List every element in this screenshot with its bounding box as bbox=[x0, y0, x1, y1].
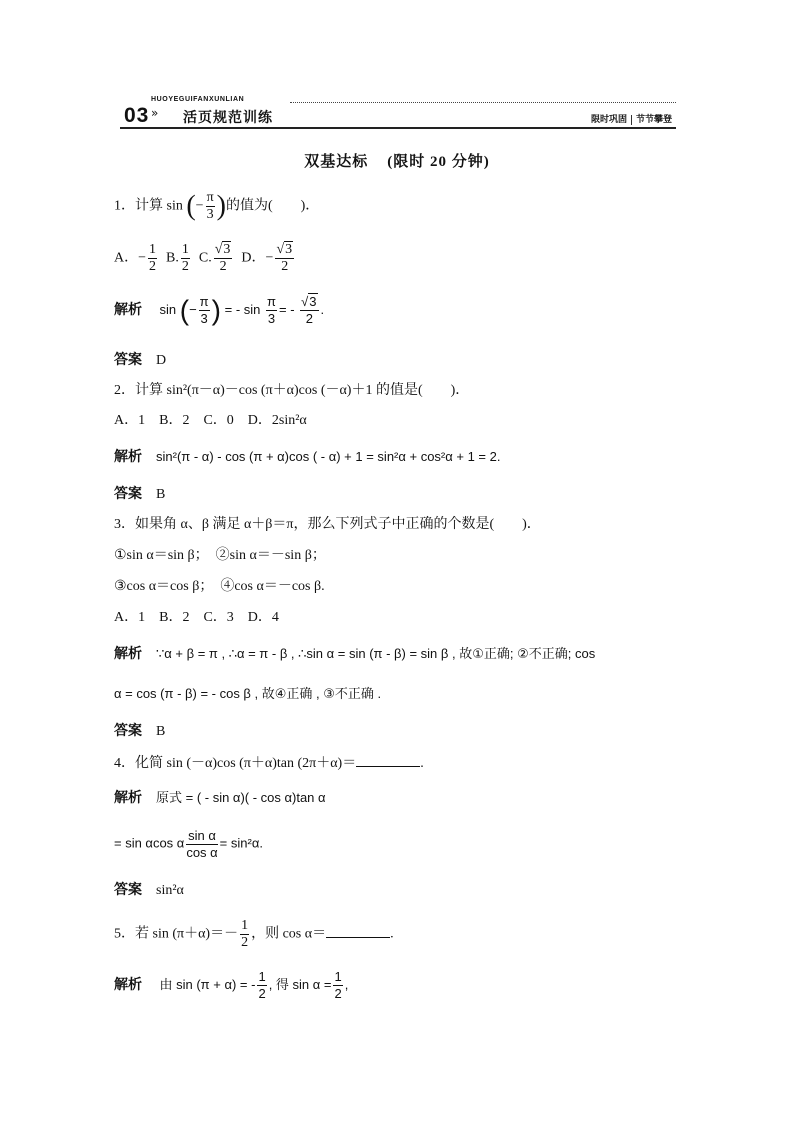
q5-an-a: 由 sin (π + α) = - bbox=[159, 976, 256, 992]
q3-answer-label: 答案 bbox=[114, 723, 142, 739]
q1-an-period: . bbox=[320, 301, 325, 317]
q2-answer-value: B bbox=[156, 487, 166, 502]
q4-an-frac-den: cos α bbox=[186, 845, 218, 860]
q1-an-frac2-den: 3 bbox=[267, 311, 276, 326]
q1-opt-d-frac bbox=[275, 242, 294, 275]
q1-opt-b-num: 1 bbox=[181, 242, 189, 257]
q1-an-rad: 3 bbox=[309, 294, 317, 309]
header-pinyin: HUOYEGUIFANXUNLIAN bbox=[151, 96, 245, 103]
q1-frac-num: π bbox=[206, 190, 214, 205]
q1-opt-a: A． bbox=[114, 250, 139, 266]
q5-an-frac1-den: 2 bbox=[258, 986, 266, 1001]
q1-an-frac-den: 3 bbox=[200, 311, 208, 326]
page-header bbox=[120, 96, 676, 132]
q5-an-c: , bbox=[344, 976, 349, 992]
q1-opt-a-neg: − bbox=[138, 250, 147, 266]
header-tagline bbox=[591, 112, 672, 125]
q2-analysis-body: sin²(π - α) - cos (π + α)cos ( - α) + 1 = sin²α + cos²α + 1 = 2. bbox=[156, 449, 501, 464]
q1-opt-d-neg: − bbox=[265, 250, 274, 266]
section-time: (限时 20 分钟) bbox=[387, 154, 490, 170]
q3-analysis-body-2: α = cos (π - β) = - cos β , 故④正确 , ③不正确 . bbox=[114, 686, 382, 701]
header-title: 活页规范训练 bbox=[183, 110, 273, 126]
header-dotted-rule bbox=[290, 102, 676, 103]
q1-an-eq: = - sin bbox=[224, 301, 261, 317]
q1-answer bbox=[114, 350, 166, 371]
q3-answer-value: B bbox=[156, 724, 166, 739]
q2-stem: 2．计算 sin²(π－α)－cos (π＋α)cos (－α)＋1 的值是( )． bbox=[114, 383, 470, 398]
q4-analysis-label: 解析 bbox=[114, 790, 142, 806]
q4-answer-label: 答案 bbox=[114, 882, 142, 898]
q2-answer-label: 答案 bbox=[114, 486, 142, 502]
q3-statements-2: ③cos α＝cos β； ④cos α＝－cos β. bbox=[114, 579, 325, 594]
q1-an-frac3-den: 2 bbox=[305, 311, 313, 326]
q1-opt-b-frac bbox=[181, 242, 190, 275]
q5-an-b: , 得 sin α = bbox=[268, 976, 332, 992]
section-name: 双基达标 bbox=[304, 152, 369, 170]
q1-stem bbox=[114, 190, 319, 223]
q1-opt-b-den: 2 bbox=[181, 259, 189, 274]
q1-opt-d-sqrt bbox=[276, 242, 293, 258]
header-tag-a: 限时巩固 bbox=[590, 115, 627, 125]
q1-opt-c-den: 2 bbox=[219, 259, 227, 274]
header-rule bbox=[120, 127, 676, 129]
q5-an-frac1-num: 1 bbox=[258, 969, 266, 984]
q1-opt-c-frac bbox=[214, 242, 233, 275]
q1-an-frac3-num bbox=[300, 294, 318, 311]
q4-answer-blank bbox=[356, 753, 420, 767]
q4-stem-dot: . bbox=[420, 756, 424, 771]
sqrt-icon: √ bbox=[276, 242, 285, 257]
q4-answer bbox=[114, 880, 184, 901]
q1-an-paren-left: ( bbox=[179, 294, 190, 326]
q1-an-neg: − bbox=[189, 301, 197, 317]
q4-answer-value: sin²α bbox=[156, 883, 184, 898]
q3-analysis-label: 解析 bbox=[114, 646, 142, 662]
q1-opt-c-num bbox=[214, 242, 233, 259]
q5-frac-den: 2 bbox=[241, 935, 249, 950]
q5-frac bbox=[240, 918, 249, 951]
q1-stem-tail: 的值为( )． bbox=[225, 198, 320, 214]
q1-analysis bbox=[114, 294, 324, 327]
q3-statements-1: ①sin α＝sin β； ②sin α＝－sin β； bbox=[114, 548, 326, 563]
q5-analysis-body bbox=[159, 969, 349, 1001]
double-arrow-icon: » bbox=[151, 106, 159, 120]
q1-an-paren-right: ) bbox=[211, 294, 221, 326]
q5-answer-blank bbox=[326, 924, 390, 938]
q5-an-frac2 bbox=[333, 969, 342, 1002]
q1-opt-c-sqrt bbox=[215, 242, 232, 258]
q1-opt-b: B. bbox=[166, 250, 179, 266]
q1-opt-c-rad: 3 bbox=[223, 242, 231, 257]
q3-stem: 3．如果角 α、β 满足 α＋β＝π，那么下列式子中正确的个数是( )． bbox=[114, 517, 541, 532]
q1-opt-a-frac bbox=[148, 242, 157, 275]
q4-an-frac bbox=[186, 828, 217, 861]
q4-an-frac-num: sin α bbox=[188, 828, 216, 843]
q5-an-frac2-den: 2 bbox=[334, 986, 342, 1001]
q5-an-frac1 bbox=[257, 969, 266, 1002]
q1-neg: − bbox=[195, 198, 204, 214]
q1-opt-a-den: 2 bbox=[149, 259, 157, 274]
q3-options: A．1 B．2 C．3 D．4 bbox=[114, 610, 279, 625]
q5-stem-b: ，则 cos α＝ bbox=[251, 926, 327, 942]
q1-opt-a-num: 1 bbox=[149, 242, 157, 257]
q4-an-line2-b: = sin²α. bbox=[219, 835, 263, 851]
q2-answer bbox=[114, 484, 165, 505]
q1-an-frac3 bbox=[300, 294, 318, 327]
sqrt-icon: √ bbox=[214, 242, 223, 257]
q5-an-frac2-num: 1 bbox=[334, 969, 342, 984]
q1-opt-d-rad: 3 bbox=[285, 242, 293, 257]
q4-an-line2-a: = sin αcos α bbox=[114, 835, 185, 851]
q1-answer-value: D bbox=[156, 353, 167, 368]
q1-opt-d-num bbox=[275, 242, 294, 259]
q1-frac bbox=[206, 190, 215, 223]
header-tag-divider bbox=[631, 115, 632, 125]
q1-analysis-body bbox=[159, 294, 325, 326]
q4-stem-text: 4．化简 sin (－α)cos (π＋α)tan (2π＋α)＝ bbox=[114, 756, 357, 771]
q4-stem bbox=[114, 753, 424, 774]
q1-paren-left: ( bbox=[186, 190, 196, 222]
q3-analysis-body-1: ∵α + β = π , ∴α = π - β , ∴sin α = sin (π - β) = sin β , 故①正确; ②不正确; cos bbox=[156, 646, 596, 661]
q1-paren-right: ) bbox=[216, 190, 226, 222]
q5-stem-a: 5．若 sin (π＋α)＝－ bbox=[114, 926, 239, 942]
sqrt-icon: √ bbox=[301, 294, 309, 309]
q1-opt-c: C. bbox=[198, 250, 212, 266]
q5-stem-dot: . bbox=[390, 926, 394, 942]
q1-an-frac2 bbox=[266, 294, 277, 327]
q2-analysis bbox=[114, 447, 500, 468]
q4-analysis-body: 原式 = ( - sin α)( - cos α)tan α bbox=[156, 790, 326, 805]
q2-analysis-label: 解析 bbox=[114, 449, 142, 465]
chapter-number: 03 bbox=[124, 104, 150, 127]
q4-analysis-line2 bbox=[114, 828, 263, 861]
q1-opt-d: D． bbox=[241, 250, 266, 266]
q1-options bbox=[114, 242, 296, 275]
header-tag-b: 节节攀登 bbox=[635, 115, 672, 125]
q5-stem bbox=[114, 918, 394, 951]
q1-frac-den: 3 bbox=[206, 207, 214, 222]
q3-analysis-2 bbox=[114, 684, 381, 705]
q5-frac-num: 1 bbox=[241, 918, 249, 933]
q1-an-eq2: = - bbox=[278, 301, 295, 317]
q3-answer bbox=[114, 721, 165, 742]
q1-an-sin: sin bbox=[159, 301, 177, 317]
q3-analysis-1 bbox=[114, 644, 595, 665]
q4-analysis bbox=[114, 788, 326, 809]
q1-answer-label: 答案 bbox=[114, 352, 142, 368]
q1-an-frac2-num: π bbox=[267, 294, 276, 309]
q5-analysis-label: 解析 bbox=[114, 976, 142, 993]
section-title bbox=[0, 150, 794, 171]
q1-analysis-label: 解析 bbox=[114, 301, 142, 318]
q1-stem-text: 1．计算 sin bbox=[114, 198, 183, 214]
q1-an-frac bbox=[199, 294, 210, 327]
q2-options: A．1 B．2 C．0 D．2sin²α bbox=[114, 413, 307, 428]
q1-an-frac-num: π bbox=[199, 294, 209, 309]
q1-opt-d-den: 2 bbox=[281, 259, 289, 274]
q1-an-sqrt bbox=[301, 294, 317, 310]
q5-analysis bbox=[114, 969, 348, 1002]
